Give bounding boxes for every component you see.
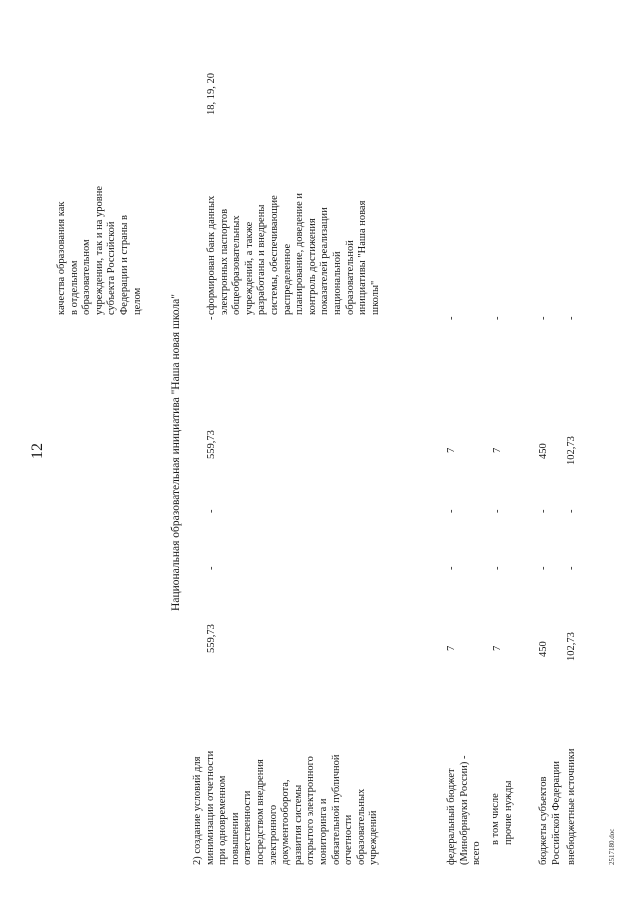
cell-c3: - <box>492 509 503 513</box>
cell-c2: - <box>492 566 503 570</box>
cell-c4: 7 <box>446 447 457 453</box>
cell-c2: - <box>538 566 549 570</box>
cell-c1: 559,73 <box>206 624 217 653</box>
cell-c4: 450 <box>538 443 549 459</box>
cell-c1: 7 <box>492 645 503 651</box>
row-label: внебюджетные источники <box>566 748 577 865</box>
cell-c2: - <box>566 566 577 570</box>
row-result: сформирован банк данных электронных паспортов общеобразовательных учреждений, а также разработаны и внедрены системы, обеспечивающие распределенное планирование, доведение и контроль достижения показателей реализации национальной образовательной инициативы "Наша новая школы" <box>206 192 381 315</box>
cell-c2: - <box>446 566 457 570</box>
cell-c4: 7 <box>492 447 503 453</box>
cell-c1: 102,73 <box>566 632 577 661</box>
cell-c5: - <box>492 316 503 320</box>
cell-c4: 559,73 <box>206 430 217 459</box>
cell-c4: 102,73 <box>566 436 577 465</box>
doc-reference: 2517180.doc <box>608 828 616 865</box>
row-label: 2) создание условий для минимизации отчетности при одновременном повышении ответственности посредством внедрения электронного документооборота, развития системы открытого электронного мониторинга и обязательной публичной отчетности образовательных учреждений <box>192 750 380 865</box>
row-label: бюджеты субъектов Российской Федерации <box>538 761 562 865</box>
cell-c3: - <box>566 509 577 513</box>
cell-c3: - <box>538 509 549 513</box>
cell-c5: - <box>566 316 577 320</box>
cell-c1: 450 <box>538 641 549 657</box>
page-number-label: 12 <box>29 443 46 459</box>
row-label: федеральный бюджет (Минобрнауки России) - всего <box>446 755 483 865</box>
prev-row-result: качества образования как в отдельном образовательном учреждении, так и на уровне субъекта Российской Федерации и страны в целом <box>56 185 143 315</box>
cell-c5: - <box>446 316 457 320</box>
cell-c3: - <box>206 509 217 513</box>
row-indicators: 18, 19, 20 <box>206 73 217 115</box>
row-label: в том числе прочие нужды <box>490 780 514 845</box>
cell-c5: - <box>538 316 549 320</box>
section-title: Национальная образовательная инициатива "Наша новая школа" <box>170 294 182 611</box>
cell-c1: 7 <box>446 645 457 651</box>
cell-c5: - <box>206 316 217 320</box>
cell-c3: - <box>446 509 457 513</box>
cell-c2: - <box>206 566 217 570</box>
